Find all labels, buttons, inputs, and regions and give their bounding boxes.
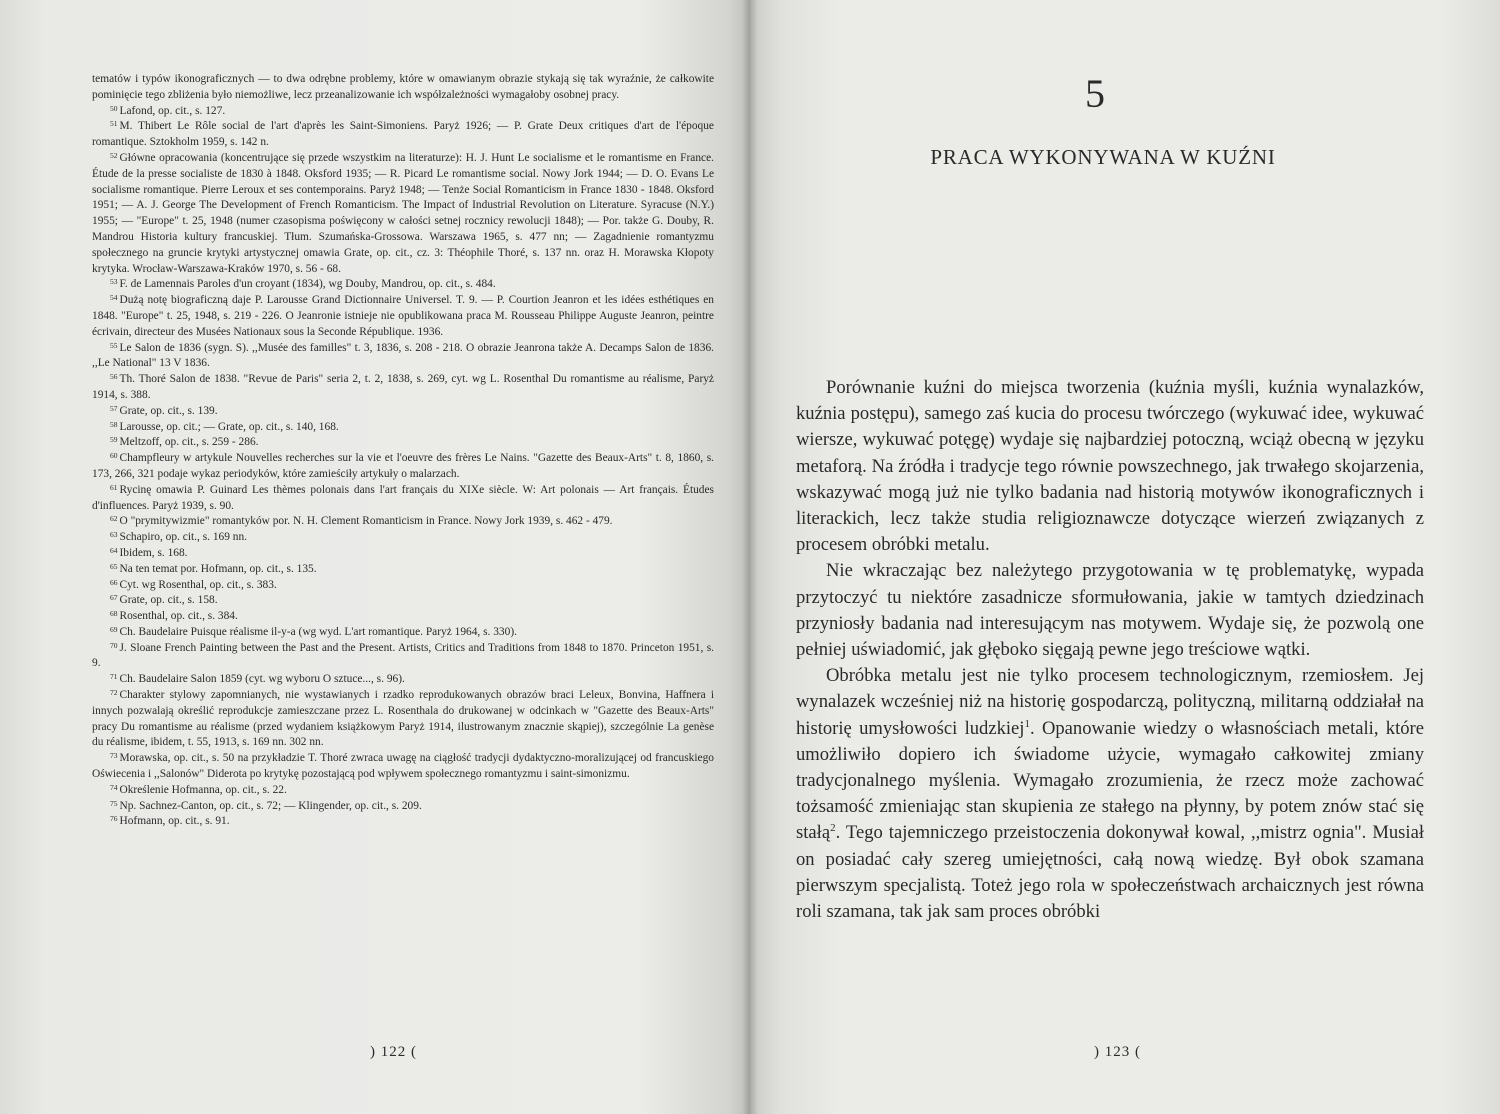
body-paragraph-2: Nie wkraczając bez należytego przygotowania w tę problematykę, wypada przytoczyć tu niektóre zasadnicze sformułowania, jakie w tamtych dziedzinach przyniosły badania nad interesującym nas motywem. Wydaje się, że pozwolą one pełniej uświadomić, jak głęboko sięgają pewne jego treściowe wątki. <box>796 560 1424 661</box>
footnote-number: 58 <box>110 419 118 429</box>
footnote-number: 68 <box>110 609 118 619</box>
footnote-text: Rosenthal, op. cit., s. 384. <box>119 610 238 623</box>
footnote-text: O "prymitywizmie" romantyków por. N. H. Clement Romanticism in France. Nowy Jork 1939, s. 462 - 479. <box>119 515 613 528</box>
footnote-text: Cyt. wg Rosenthal, op. cit., s. 383. <box>119 578 277 591</box>
footnote-number: 72 <box>110 688 118 698</box>
footnote-number: 53 <box>110 277 118 287</box>
footnote-item <box>92 751 714 783</box>
footnote-item <box>92 404 714 420</box>
footnote-item <box>92 277 714 293</box>
footnote-item <box>92 593 714 609</box>
footnote-item <box>92 341 714 373</box>
footnote-text: Meltzoff, op. cit., s. 259 - 286. <box>119 436 259 449</box>
footnote-number: 59 <box>110 435 118 445</box>
footnote-text: Grate, op. cit., s. 158. <box>119 594 218 607</box>
footnote-number: 60 <box>110 451 118 461</box>
footnote-number: 56 <box>110 372 118 382</box>
footnote-item <box>92 483 714 515</box>
footnote-text: Th. Thoré Salon de 1838. "Revue de Paris" seria 2, t. 2, 1838, s. 269, cyt. wg L. Rosenthal Du romantisme au réalisme, Paryż 1914, s. 388. <box>92 373 714 401</box>
footnote-ref[interactable]: 2 <box>830 822 836 835</box>
footnote-text: Larousse, op. cit.; — Grate, op. cit., s. 140, 168. <box>119 420 339 433</box>
footnote-number: 61 <box>110 482 118 492</box>
page-number-left: ) 122 ( <box>370 1044 417 1060</box>
body-paragraph-1: Porównanie kuźni do miejsca tworzenia (kuźnia myśli, kuźnia wynalazków, kuźnia postępu), samego zaś kucia do procesu twórczego (wykuwać idee, wykuwać wiersze, wykuwać potęgę) wydaje się najbardziej potoczną, wciąż obecną w języku metaforą. Na źródła i tradycje tego równie powszechnego, jak trwałego skojarzenia, wskazywać mogą już nie tylko badania nad historią motywów ikonograficznych i literackich, lecz także studia religioznawcze dotyczące wierzeń związanych z procesem obróbki metalu. <box>796 377 1424 556</box>
footnote-item <box>92 530 714 546</box>
footnote-text: Np. Sachnez-Canton, op. cit., s. 72; — Klingender, op. cit., s. 209. <box>119 799 422 812</box>
footnote-item <box>92 546 714 562</box>
footnote-item <box>92 625 714 641</box>
footnote-item <box>92 609 714 625</box>
footnote-number: 57 <box>110 403 118 413</box>
footnote-item <box>92 814 714 830</box>
footnote-number: 66 <box>110 577 118 587</box>
footnote-number: 55 <box>110 340 118 350</box>
footnote-number: 75 <box>110 798 118 808</box>
footnote-number: 51 <box>110 119 118 129</box>
footnote-text: Hofmann, op. cit., s. 91. <box>119 815 230 828</box>
footnote-text: Ch. Baudelaire Salon 1859 (cyt. wg wyboru O sztuce..., s. 96). <box>119 673 405 686</box>
footnote-item <box>92 119 714 151</box>
footnote-text: Ibidem, s. 168. <box>119 546 188 559</box>
footnote-number: 63 <box>110 530 118 540</box>
footnote-item <box>92 293 714 340</box>
footnote-ref[interactable]: 1 <box>1024 717 1030 730</box>
footnote-text: Morawska, op. cit., s. 50 na przykładzie T. Thoré zwraca uwagę na ciągłość tradycji dydaktyczno-moralizującej od francuskiego Oświecenia i ,,Salonów" Diderota po krytykę pozostającą pod wpływem społecznego romantyzmu i saint-simonizmu. <box>92 752 714 781</box>
footnote-text: Le Salon de 1836 (sygn. S). ,,Musée des familles" t. 3, 1836, s. 208 - 218. O obrazie Jeanrona także A. Decamps Salon de 1836. ,,Le National" 13 V 1836. <box>92 341 714 370</box>
footnote-number: 74 <box>110 782 118 792</box>
footnote-item <box>92 578 714 594</box>
paragraph-text: Obróbka metalu jest nie tylko procesem technologicznym, rzemiosłem. Jej wynalazek wcześniej niż na historię gospodarczą, polityczną, militarną oddziałał na historię umysłowości ludzkiej <box>796 665 1424 739</box>
footnote-number: 67 <box>110 593 118 603</box>
footnote-text: Lafond, op. cit., s. 127. <box>119 104 226 117</box>
paragraph-text: . Tego tajemniczego przeistoczenia dokonywał kowal, ,,mistrz ognia". Musiał on posiadać cały szereg umiejętności, całą nową wiedzę. Był obok szamana pierwszym specjalistą. Toteż jego rola w społeczeństwach archaicznych jest równa roli szamana, tak jak sam proces obróbki <box>796 822 1424 923</box>
footnote-item <box>92 372 714 404</box>
footnote-text: M. Thibert Le Rôle social de l'art d'après les Saint-Simoniens. Paryż 1926; — P. Grate Deux critiques d'art de l'époque romantique. Sztokholm 1959, s. 142 n. <box>92 120 714 149</box>
footnote-number: 71 <box>110 672 118 682</box>
footnote-item <box>92 672 714 688</box>
footnote-text: Schapiro, op. cit., s. 169 nn. <box>119 531 247 544</box>
footnote-text: Champfleury w artykule Nouvelles recherches sur la vie et l'oeuvre des frères Le Nains. "Gazette des Beaux-Arts" t. 8, 1860, s. 173, 266, 321 podaje wykaz periodyków, które zamieściły artykuły o malarzach. <box>92 452 714 480</box>
chapter-number: 5 <box>1085 71 1105 116</box>
paragraph-text: . Opanowanie wiedzy o własnościach metali, które umożliwiło dopiero ich świadome użycie, wymagało całkowitej zmiany tradycjonalnego myślenia. Wymagało zrozumienia, że rzecz może zachować tożsamość zmieniając stan skupienia ze stałego na płynny, by potem znów stać się stałą <box>796 717 1424 844</box>
footnote-item <box>92 688 714 751</box>
chapter-body <box>796 375 1424 925</box>
footnote-continuation: tematów i typów ikonograficznych — to dwa odrębne problemy, które w omawianym obrazie stykają się tak wyraźnie, że całkowite pominięcie tego zbliżenia było niemożliwe, lecz przeanalizowanie ich współzależności wymagałoby osobnej pracy. <box>92 73 714 101</box>
footnote-number: 52 <box>110 150 118 160</box>
footnote-number: 73 <box>110 751 118 761</box>
footnote-text: Ch. Baudelaire Puisque réalisme il-y-a (wg wyd. L'art romantique. Paryż 1964, s. 330). <box>119 625 517 638</box>
footnote-item <box>92 104 714 120</box>
footnote-text: F. de Lamennais Paroles d'un croyant (1834), wg Douby, Mandrou, op. cit., s. 484. <box>119 278 496 291</box>
footnote-text: Grate, op. cit., s. 139. <box>119 404 218 417</box>
footnote-number: 62 <box>110 514 118 524</box>
footnote-text: Charakter stylowy zapomnianych, nie wystawianych i rzadko reprodukowanych obrazów braci Leleux, Bonvina, Haffnera i innych pozwalają określić reprodukcje zamieszczane przez L. Rosenthala do drukowanej w odcinkach w "Gazette des Beaux-Arts" pracy Du romantisme au réalisme (przed wydaniem książkowym Paryż 1914, ilustrowanym znacznie skąpiej), szczególnie La genèse du réalisme, ibidem, t. 55, 1913, s. 169 nn. 302 nn. <box>92 689 714 749</box>
footnote-text: Na ten temat por. Hofmann, op. cit., s. 135. <box>119 562 317 575</box>
chapter-title: PRACA WYKONYWANA W KUŹNI <box>930 145 1276 169</box>
footnote-text: Rycinę omawia P. Guinard Les thèmes polonais dans l'art français du XIXe siècle. W: Art polonais — Art français. Études d'influences. Paryż 1939, s. 90. <box>92 483 714 512</box>
footnote-number: 70 <box>110 640 118 650</box>
footnote-number: 69 <box>110 624 118 634</box>
footnote-item <box>92 435 714 451</box>
footnote-text: J. Sloane French Painting between the Past and the Present. Artists, Critics and Traditions from 1848 to 1870. Princeton 1951, s. 9. <box>92 641 714 670</box>
footnote-number: 54 <box>110 293 118 303</box>
footnote-item <box>92 799 714 815</box>
footnote-item <box>92 514 714 530</box>
footnote-item <box>92 451 714 483</box>
book-gutter <box>742 0 758 1114</box>
footnote-number: 76 <box>110 814 118 824</box>
footnote-text: Dużą notę biograficzną daje P. Larousse Grand Dictionnaire Universel. T. 9. — P. Courtion Jeanron et les idées esthétiques en 1848. "Europe" t. 25, 1948, s. 219 - 226. O Jeanronie istnieje nie opublikowana praca M. Rousseau Philippe Auguste Jeanron, peintre écrivain, directeur des Musées Nationaux sous la Seconde République. 1936. <box>92 294 714 338</box>
footnote-item <box>92 151 714 277</box>
footnote-item <box>92 641 714 673</box>
footnotes-block <box>92 72 714 830</box>
footnote-number: 65 <box>110 561 118 571</box>
footnote-text: Określenie Hofmanna, op. cit., s. 22. <box>119 783 287 796</box>
footnote-text: Główne opracowania (koncentrujące się przede wszystkim na literaturze): H. J. Hunt Le socialisme et le romantisme en France. Étude de la presse socialiste de 1830 à 1848. Oksford 1935; — R. Picard Le romantisme social. Nowy Jork 1944; — D. O. Evans Le socialisme romantique. Pierre Leroux et ses contemporains. Paryż 1948; — Tenże Social Romanticism in France 1830 - 1848. Oksford 1951; — A. J. George The Development of French Romanticism. The Impact of Industrial Revolution on Literature. Syracuse (N.Y.) 1955; — "Europe" t. 25, 1948 (numer czasopisma poświęcony w całości setnej rocznicy rewolucji 1848); — Por. także G. Douby, R. Mandrou Historia kultury francuskiej. Tłum. Szumańska-Grossowa. Warszawa 1965, s. 477 nn; — Zagadnienie romantyzmu społecznego na gruncie krytyki artystycznej omawia Grate, op. cit., cz. 3: Théophile Thoré, s. 137 nn. oraz H. Morawska Kłopoty krytyka. Wrocław-Warszawa-Kraków 1970, s. 56 - 68. <box>92 151 714 275</box>
footnote-item <box>92 420 714 436</box>
footnote-number: 64 <box>110 545 118 555</box>
footnote-item <box>92 562 714 578</box>
body-paragraph-3 <box>796 663 1424 925</box>
footnote-number: 50 <box>110 103 118 113</box>
footnote-item <box>92 783 714 799</box>
page-number-right: ) 123 ( <box>1094 1044 1141 1060</box>
footnote-list <box>92 104 714 831</box>
